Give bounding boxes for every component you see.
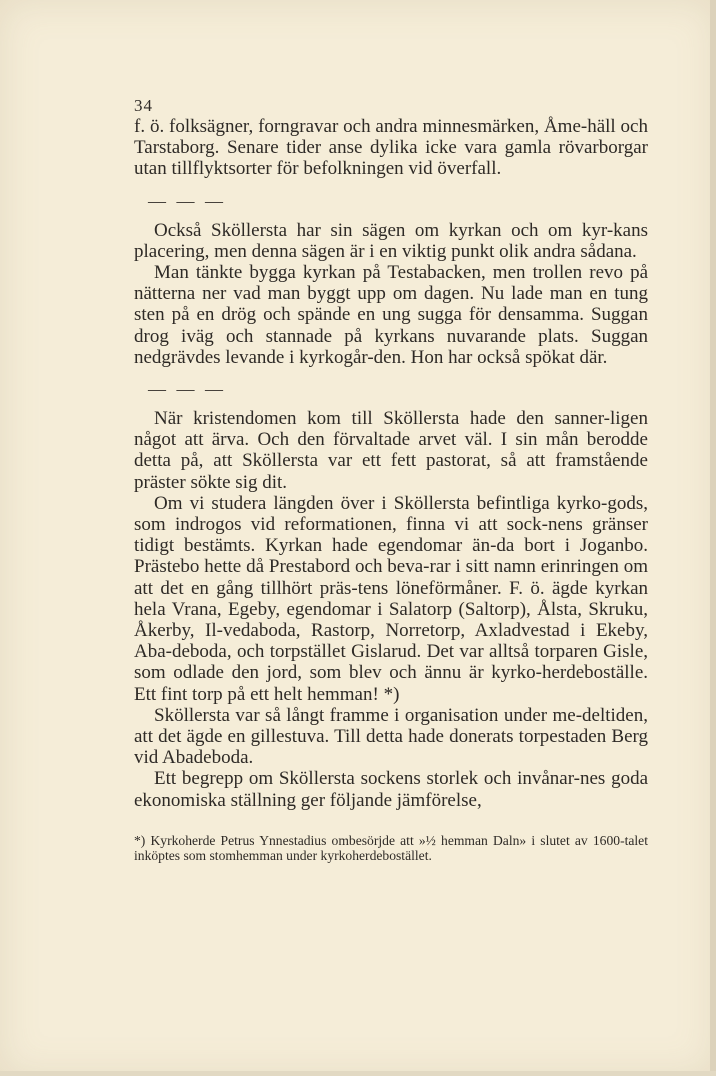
- paragraph-6: Sköllersta var så långt framme i organisation under me-deltiden, att det ägde en gillestuva. Till detta hade donerats torpestaden Berg vid Abadeboda.: [134, 704, 648, 769]
- section-separator-2: — — —: [148, 379, 226, 400]
- page-bottom-edge: [0, 1071, 716, 1076]
- paragraph-2: Också Sköllersta har sin sägen om kyrkan och om kyr-kans placering, men denna sägen är i en viktig punkt olik andra sådana.: [134, 219, 648, 262]
- section-separator-1: — — —: [148, 190, 226, 211]
- paragraph-5: Om vi studera längden över i Sköllersta befintliga kyrko-gods, som indrogos vid reformationen, finna vi att sock-nens gränser tidigt bestämts. Kyrkan hade egendomar än-da bort i Joganbo. Prästebo hette då Prestabord och beva-rar i sitt namn erinringen om att det en gång tillhört präs-tens löneförmåner. F. ö. ägde kyrkan hela Vrana, Egeby, egendomar i Salatorp (Saltorp), Ålsta, Skruku, Åkerby, Il-vedaboda, Rastorp, Norretorp, Axladvestad i Ekeby, Aba-deboda, och torpstället Gislarud. Det var alltså torparen Gisle, som odlade den jord, som blev och ännu är kyrko-herdeboställe. Ett fint torp på ett helt hemman! *): [134, 492, 648, 705]
- footnote: *) Kyrkoherde Petrus Ynnestadius ombesörjde att »½ hemman Daln» i slutet av 1600-talet inköptes som stomhemman under kyrkoherdebostället.: [134, 832, 648, 864]
- text-column: [134, 96, 648, 864]
- paragraph-7: Ett begrepp om Sköllersta sockens storlek och invånar-nes goda ekonomiska ställning ger följande jämförelse,: [134, 768, 648, 811]
- page-number: 34: [134, 96, 153, 115]
- paragraph-3: Man tänkte bygga kyrkan på Testabacken, men trollen revo på nätterna ner vad man byggt upp om dagen. Nu lade man en tung sten på en drög och spände en ung sugga för densamma. Suggan drog iväg och stannade på kyrkans nuvarande plats. Suggan nedgrävdes levande i kyrkogår-den. Hon har också spökat där.: [134, 262, 648, 368]
- paragraph-1: f. ö. folksägner, forngravar och andra minnesmärken, Åme-häll och Tarstaborg. Senare tider anse dylika icke vara gamla rövarborgar utan tillflyktsorter för befolkningen vid överfall.: [134, 116, 648, 180]
- page-edge-shadow: [710, 0, 716, 1076]
- paragraph-4: När kristendomen kom till Sköllersta hade den sanner-ligen något att ärva. Och den förvaltade arvet väl. I sin mån berodde detta på, att Sköllersta var ett fett pastorat, så att framstående präster sökte sig dit.: [134, 408, 648, 493]
